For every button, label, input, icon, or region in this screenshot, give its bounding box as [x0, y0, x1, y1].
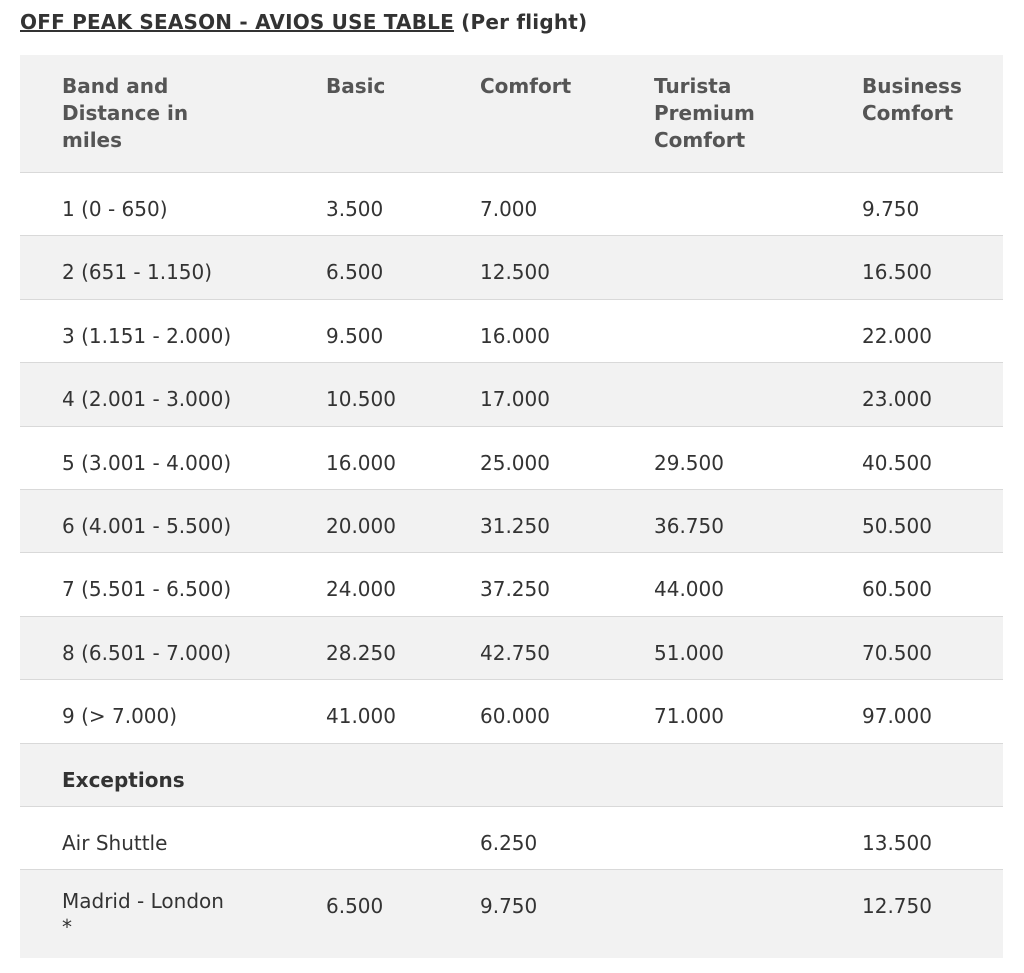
comfort-cell: 17.000 [480, 387, 550, 412]
table-row [20, 680, 1003, 743]
table-row [20, 300, 1003, 363]
basic-cell: 6.500 [326, 894, 384, 919]
table-row [20, 490, 1003, 553]
band-cell: 6 (4.001 - 5.500) [62, 513, 232, 538]
basic-cell: 28.250 [326, 640, 396, 665]
basic-cell: 9.500 [326, 323, 384, 348]
header-business-comfort: Business Comfort [862, 74, 962, 125]
table-row [20, 617, 1003, 680]
header-comfort: Comfort [480, 74, 572, 98]
turista-premium-cell: 44.000 [654, 577, 724, 602]
comfort-cell: 7.000 [480, 197, 538, 221]
band-cell: 3 (1.151 - 2.000) [62, 323, 232, 348]
title-suffix: (Per flight) [453, 10, 588, 34]
business-comfort-cell: 13.500 [862, 830, 932, 855]
band-cell: 2 (651 - 1.150) [62, 260, 213, 285]
turista-premium-cell: 51.000 [654, 640, 724, 665]
basic-cell: 6.500 [326, 260, 384, 285]
header-band: Band and Distance in miles [62, 74, 189, 152]
basic-cell: 41.000 [326, 704, 396, 729]
table-row [20, 363, 1003, 426]
table-row [20, 173, 1003, 236]
page-title [20, 10, 587, 34]
table-row [20, 553, 1003, 616]
avios-table [20, 55, 1003, 958]
business-comfort-cell: 40.500 [862, 450, 932, 475]
basic-cell: 24.000 [326, 577, 396, 602]
band-cell: 8 (6.501 - 7.000) [62, 640, 232, 665]
business-comfort-cell: 9.750 [862, 197, 920, 221]
business-comfort-cell: 60.500 [862, 577, 932, 602]
turista-premium-cell: 71.000 [654, 704, 724, 729]
exceptions-label: Exceptions [62, 767, 185, 792]
business-comfort-cell: 50.500 [862, 513, 932, 538]
table-header-row [20, 55, 1003, 173]
comfort-cell: 60.000 [480, 704, 550, 729]
band-cell: 7 (5.501 - 6.500) [62, 577, 232, 602]
business-comfort-cell: 16.500 [862, 260, 932, 285]
exceptions-row [20, 744, 1003, 807]
band-cell: 4 (2.001 - 3.000) [62, 387, 232, 412]
business-comfort-cell: 97.000 [862, 704, 932, 729]
basic-cell: 20.000 [326, 513, 396, 538]
business-comfort-cell: 22.000 [862, 323, 932, 348]
comfort-cell: 9.750 [480, 894, 538, 919]
title-main: OFF PEAK SEASON - AVIOS USE TABLE [20, 10, 454, 34]
table-row [20, 807, 1003, 870]
band-cell: Madrid - London * [62, 889, 224, 940]
header-turista-premium-comfort: Turista Premium Comfort [654, 74, 755, 152]
table-row [20, 870, 1003, 958]
comfort-cell: 42.750 [480, 640, 550, 665]
comfort-cell: 16.000 [480, 323, 550, 348]
band-cell: 1 (0 - 650) [62, 197, 168, 221]
basic-cell: 10.500 [326, 387, 396, 412]
table-row [20, 427, 1003, 490]
table-row [20, 236, 1003, 299]
comfort-cell: 12.500 [480, 260, 550, 285]
band-cell: Air Shuttle [62, 830, 168, 855]
business-comfort-cell: 70.500 [862, 640, 932, 665]
comfort-cell: 25.000 [480, 450, 550, 475]
business-comfort-cell: 12.750 [862, 894, 932, 919]
basic-cell: 3.500 [326, 197, 384, 221]
band-cell: 5 (3.001 - 4.000) [62, 450, 232, 475]
band-cell: 9 (> 7.000) [62, 704, 178, 729]
comfort-cell: 37.250 [480, 577, 550, 602]
comfort-cell: 31.250 [480, 513, 550, 538]
basic-cell: 16.000 [326, 450, 396, 475]
turista-premium-cell: 36.750 [654, 513, 724, 538]
turista-premium-cell: 29.500 [654, 450, 724, 475]
header-basic: Basic [326, 74, 386, 98]
business-comfort-cell: 23.000 [862, 387, 932, 412]
comfort-cell: 6.250 [480, 830, 538, 855]
